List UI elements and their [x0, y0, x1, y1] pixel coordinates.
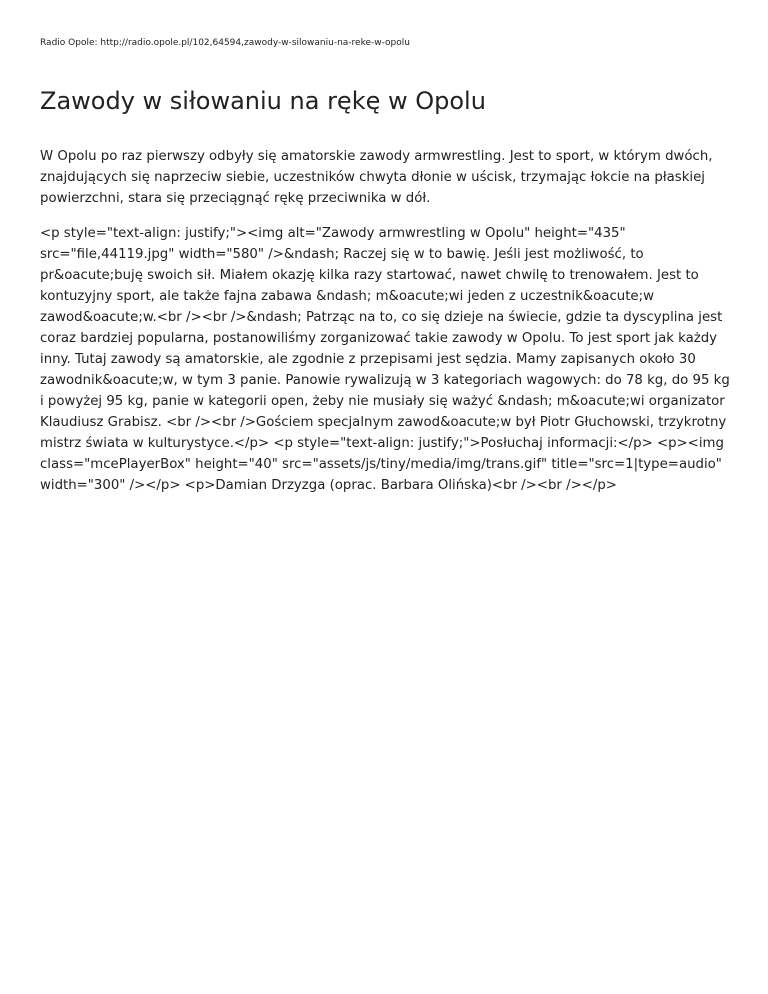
article-body-raw-html-text: <p style="text-align: justify;"><img alt="Zawody armwrestling w Opolu" height="435" src="file,44119.jpg" width="580" />&ndash; Raczej się w to bawię. Jeśli jest możliwość, to pr&oacute;buję swoich sił. Miałem okazję kilka razy startować, nawet chwilę to trenowałem. Jest to kontuzyjny sport, ale także fajna zabawa &ndash; m&oacute;wi jeden z uczestnik&oacute;w zawod&oacute;w.<br /><br />&ndash; Patrząc na to, co się dzieje na świecie, gdzie ta dyscyplina jest coraz bardziej popularna, postanowiliśmy zorganizować takie zawody w Opolu. To jest sport jak każdy inny. Tutaj zawody są amatorskie, ale zgodnie z przepisami jest sędzia. Mamy zapisanych około 30 zawodnik&oacute;w, w tym 3 panie. Panowie rywalizują w 3 kategoriach wagowych: do 78 kg, do 95 kg i powyżej 95 kg, panie w kategorii open, żeby nie musiały się ważyć &ndash; m&oacute;wi organizator Klaudiusz Grabisz. <br /><br />Gościem specjalnym zawod&oacute;w był Piotr Głuchowski, trzykrotny mistrz świata w kulturystyce.</p> <p style="text-align: justify;">Posłuchaj informacji:</p> <p><img class="mcePlayerBox" height="40" src="assets/js/tiny/media/img/trans.gif" title="src=1|type=audio" width="300" /></p> <p>Damian Drzyzga (oprac. Barbara Olińska)<br /><br /></p> — [40, 226, 730, 493]
article-lead-paragraph: W Opolu po raz pierwszy odbyły się amatorskie zawody armwrestling. Jest to sport, w którym dwóch, znajdujących się naprzeciw siebie, uczestników chwyta dłonie w uścisk, trzymając łokcie na płaskiej powierzchni, stara się przeciągnąć rękę przeciwnika w dół. — [40, 149, 713, 206]
article-title: Zawody w siłowaniu na rękę w Opolu — [40, 87, 486, 115]
source-url-line: Radio Opole: http://radio.opole.pl/102,64594,zawody-w-silowaniu-na-reke-w-opolu — [40, 38, 410, 48]
